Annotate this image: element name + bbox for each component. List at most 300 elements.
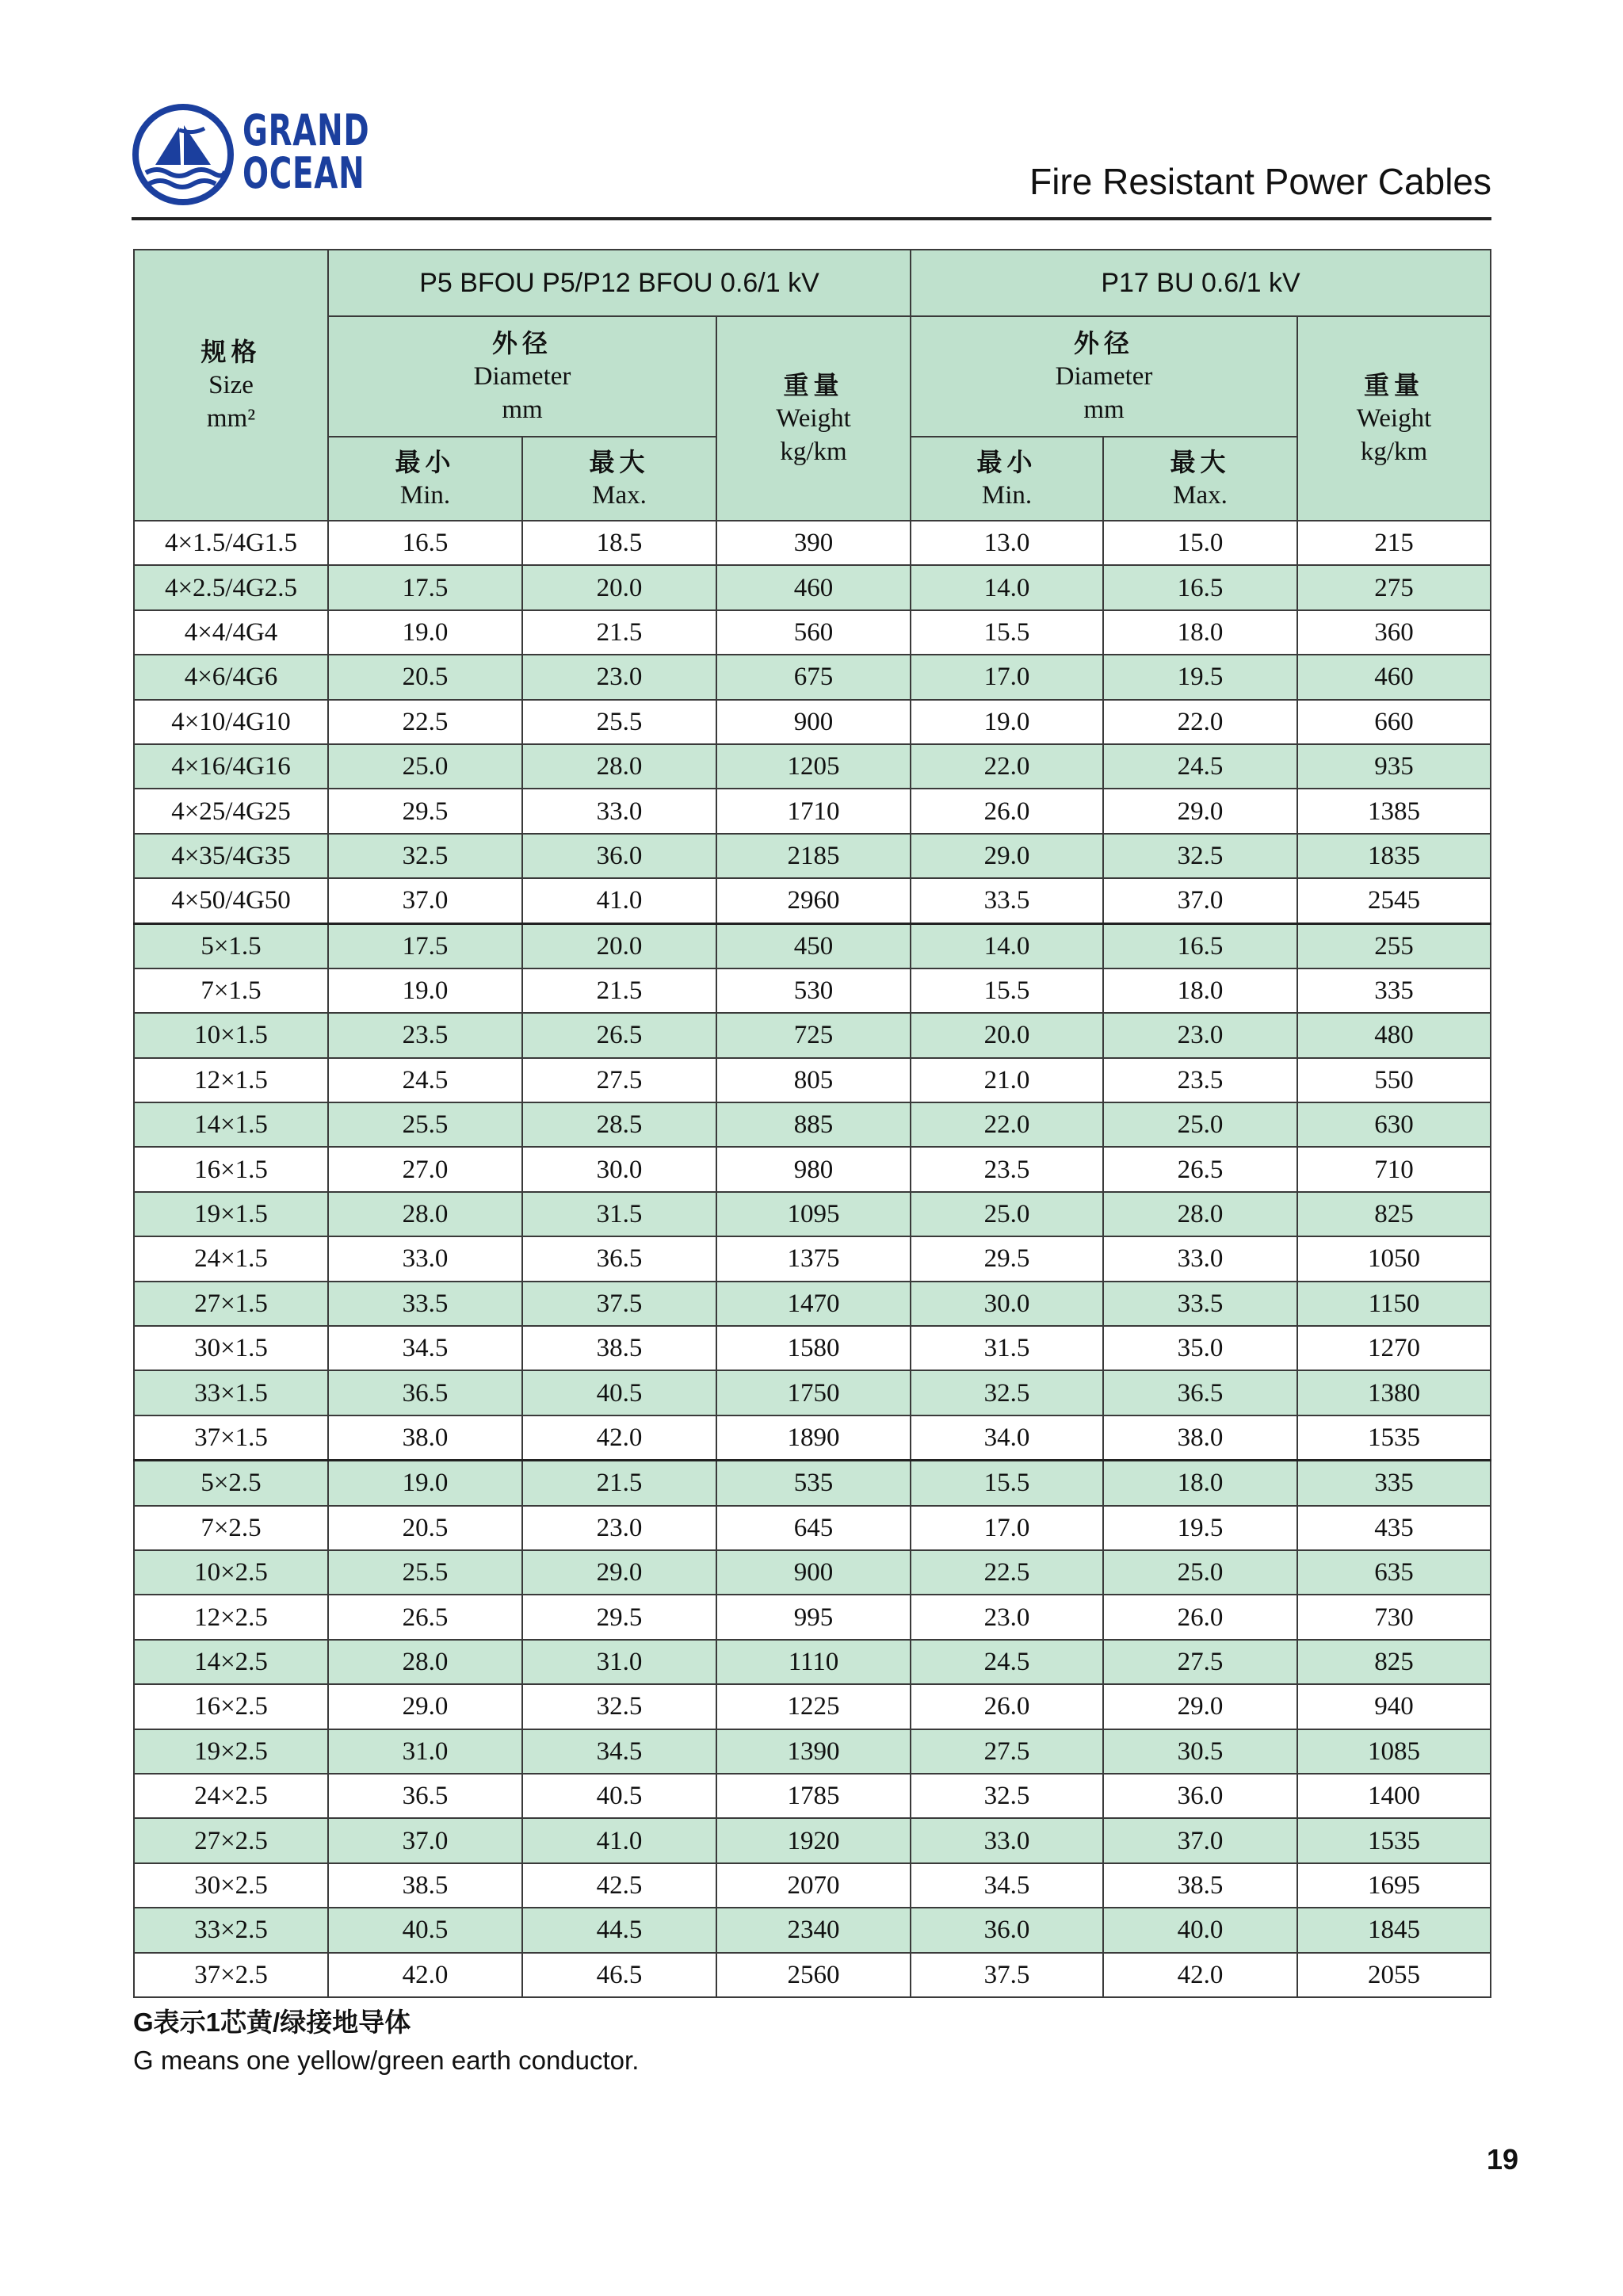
cell-p17-min: 14.0 xyxy=(911,923,1103,968)
diameter-header-en: Diameter xyxy=(473,362,571,391)
cell-p5-max: 25.5 xyxy=(522,700,716,744)
cell-p5-min: 37.0 xyxy=(328,1818,522,1862)
cell-p5-max: 18.5 xyxy=(522,521,716,565)
table-row xyxy=(134,1147,1491,1191)
table-row xyxy=(134,1818,1491,1862)
cell-p17-max: 35.0 xyxy=(1103,1326,1297,1370)
cell-p17-max: 38.0 xyxy=(1103,1415,1297,1461)
max-header-cn: 最大 xyxy=(589,447,650,477)
weight-header-en: Weight xyxy=(776,404,851,433)
cell-size: 4×10/4G10 xyxy=(134,700,328,744)
cell-size: 33×1.5 xyxy=(134,1370,328,1415)
cell-p17-weight: 1150 xyxy=(1297,1282,1491,1326)
page-title: Fire Resistant Power Cables xyxy=(1029,161,1491,202)
cell-size: 16×2.5 xyxy=(134,1684,328,1729)
cell-p5-min: 33.5 xyxy=(328,1282,522,1326)
cell-size: 10×2.5 xyxy=(134,1550,328,1595)
cell-p5-max: 33.0 xyxy=(522,789,716,833)
cell-p5-min: 38.0 xyxy=(328,1415,522,1461)
cell-size: 5×2.5 xyxy=(134,1461,328,1506)
table-row xyxy=(134,1506,1491,1550)
cell-p17-min: 19.0 xyxy=(911,700,1103,744)
cell-p17-max: 26.0 xyxy=(1103,1595,1297,1639)
cell-p5-weight: 900 xyxy=(716,1550,911,1595)
cell-p5-weight: 2560 xyxy=(716,1953,911,1997)
brand-line-1: GRAND xyxy=(242,105,370,155)
cell-p17-max: 18.0 xyxy=(1103,968,1297,1013)
footnotes xyxy=(133,2004,639,2080)
table-body xyxy=(134,521,1491,1997)
cell-p17-max: 16.5 xyxy=(1103,565,1297,609)
footnote-en: G means one yellow/green earth conductor. xyxy=(133,2046,640,2075)
cell-p5-weight: 645 xyxy=(716,1506,911,1550)
weight-header-cn: 重量 xyxy=(1364,370,1425,400)
cell-p5-min: 17.5 xyxy=(328,923,522,968)
cell-size: 37×2.5 xyxy=(134,1953,328,1997)
group-header-p5: P5 BFOU P5/P12 BFOU 0.6/1 kV xyxy=(328,250,911,316)
table-row xyxy=(134,1863,1491,1908)
cell-p5-min: 24.5 xyxy=(328,1058,522,1102)
cell-p17-max: 38.5 xyxy=(1103,1863,1297,1908)
cell-p17-max: 37.0 xyxy=(1103,1818,1297,1862)
cell-size: 19×2.5 xyxy=(134,1729,328,1774)
cell-p5-max: 27.5 xyxy=(522,1058,716,1102)
cell-p5-max: 28.5 xyxy=(522,1102,716,1147)
table-row xyxy=(134,1729,1491,1774)
cell-size: 14×2.5 xyxy=(134,1640,328,1684)
cell-size: 10×1.5 xyxy=(134,1013,328,1057)
weight-header-cn: 重量 xyxy=(783,370,844,400)
cell-p17-max: 33.0 xyxy=(1103,1236,1297,1281)
table-row xyxy=(134,1236,1491,1281)
cell-size: 14×1.5 xyxy=(134,1102,328,1147)
cell-p17-min: 14.0 xyxy=(911,565,1103,609)
cell-p5-max: 26.5 xyxy=(522,1013,716,1057)
cell-p17-min: 32.5 xyxy=(911,1774,1103,1818)
cell-size: 4×35/4G35 xyxy=(134,834,328,878)
cell-p17-weight: 935 xyxy=(1297,744,1491,789)
cell-p5-max: 36.0 xyxy=(522,834,716,878)
size-header-cn: 规格 xyxy=(200,337,262,367)
max-header-p17 xyxy=(1103,437,1297,521)
cell-size: 30×1.5 xyxy=(134,1326,328,1370)
table-row xyxy=(134,968,1491,1013)
cell-p5-max: 41.0 xyxy=(522,1818,716,1862)
cell-size: 4×1.5/4G1.5 xyxy=(134,521,328,565)
cell-p17-max: 23.5 xyxy=(1103,1058,1297,1102)
cell-size: 4×4/4G4 xyxy=(134,610,328,655)
cell-p5-weight: 1750 xyxy=(716,1370,911,1415)
cell-size: 4×50/4G50 xyxy=(134,878,328,923)
cell-p5-weight: 1110 xyxy=(716,1640,911,1684)
cell-p17-weight: 1380 xyxy=(1297,1370,1491,1415)
cell-size: 4×2.5/4G2.5 xyxy=(134,565,328,609)
cell-p5-weight: 675 xyxy=(716,655,911,699)
cell-p17-weight: 710 xyxy=(1297,1147,1491,1191)
cell-size: 5×1.5 xyxy=(134,923,328,968)
cell-p17-min: 31.5 xyxy=(911,1326,1103,1370)
min-header-en: Min. xyxy=(981,481,1033,510)
diameter-header-unit: mm xyxy=(502,395,543,424)
cell-p17-min: 36.0 xyxy=(911,1908,1103,1952)
diameter-header-p5 xyxy=(328,316,716,437)
table-row xyxy=(134,700,1491,744)
cell-p17-max: 19.5 xyxy=(1103,655,1297,699)
cell-p17-weight: 275 xyxy=(1297,565,1491,609)
cell-p5-weight: 805 xyxy=(716,1058,911,1102)
cell-p17-min: 15.5 xyxy=(911,968,1103,1013)
cell-p17-max: 28.0 xyxy=(1103,1192,1297,1236)
cell-p5-max: 28.0 xyxy=(522,744,716,789)
weight-header-p5 xyxy=(716,316,911,521)
cell-p5-weight: 535 xyxy=(716,1461,911,1506)
cell-p17-min: 17.0 xyxy=(911,655,1103,699)
cell-p17-weight: 255 xyxy=(1297,923,1491,968)
cell-p5-weight: 390 xyxy=(716,521,911,565)
cell-size: 37×1.5 xyxy=(134,1415,328,1461)
table-row xyxy=(134,1550,1491,1595)
weight-header-unit: kg/km xyxy=(1360,437,1428,466)
cell-p5-max: 29.5 xyxy=(522,1595,716,1639)
cell-p5-max: 21.5 xyxy=(522,1461,716,1506)
cell-p17-min: 37.5 xyxy=(911,1953,1103,1997)
cell-p17-weight: 2055 xyxy=(1297,1953,1491,1997)
cell-p17-max: 33.5 xyxy=(1103,1282,1297,1326)
cell-p17-min: 29.5 xyxy=(911,1236,1103,1281)
table-row xyxy=(134,1774,1491,1818)
cell-p17-min: 24.5 xyxy=(911,1640,1103,1684)
cell-p17-max: 36.0 xyxy=(1103,1774,1297,1818)
table-row xyxy=(134,1908,1491,1952)
cell-p17-weight: 360 xyxy=(1297,610,1491,655)
cell-size: 30×2.5 xyxy=(134,1863,328,1908)
cell-p5-weight: 1785 xyxy=(716,1774,911,1818)
cell-p5-min: 42.0 xyxy=(328,1953,522,1997)
table-row xyxy=(134,1192,1491,1236)
cell-p5-min: 29.5 xyxy=(328,789,522,833)
table-row xyxy=(134,1282,1491,1326)
cell-p5-min: 20.5 xyxy=(328,655,522,699)
cell-p5-min: 27.0 xyxy=(328,1147,522,1191)
cell-p17-weight: 1385 xyxy=(1297,789,1491,833)
cell-p17-min: 26.0 xyxy=(911,789,1103,833)
cell-p17-weight: 825 xyxy=(1297,1640,1491,1684)
cell-p5-max: 23.0 xyxy=(522,655,716,699)
table-row xyxy=(134,521,1491,565)
max-header-en: Max. xyxy=(592,481,647,510)
table-row xyxy=(134,1058,1491,1102)
cell-p5-max: 31.0 xyxy=(522,1640,716,1684)
cell-p5-weight: 980 xyxy=(716,1147,911,1191)
cell-p5-weight: 530 xyxy=(716,968,911,1013)
diameter-header-en: Diameter xyxy=(1055,362,1153,391)
cell-p5-max: 30.0 xyxy=(522,1147,716,1191)
cell-size: 4×25/4G25 xyxy=(134,789,328,833)
cell-p5-weight: 560 xyxy=(716,610,911,655)
brand-name xyxy=(242,105,370,198)
cell-p5-max: 36.5 xyxy=(522,1236,716,1281)
cell-p5-max: 37.5 xyxy=(522,1282,716,1326)
cell-p17-max: 32.5 xyxy=(1103,834,1297,878)
min-header-p5 xyxy=(328,437,522,521)
cell-p5-min: 25.5 xyxy=(328,1550,522,1595)
cell-p5-weight: 1205 xyxy=(716,744,911,789)
cell-p5-min: 28.0 xyxy=(328,1640,522,1684)
cell-p17-max: 25.0 xyxy=(1103,1550,1297,1595)
cell-p17-max: 27.5 xyxy=(1103,1640,1297,1684)
cell-p17-weight: 1695 xyxy=(1297,1863,1491,1908)
cell-size: 24×2.5 xyxy=(134,1774,328,1818)
cell-p17-min: 15.5 xyxy=(911,1461,1103,1506)
cell-p17-weight: 480 xyxy=(1297,1013,1491,1057)
cell-p5-max: 31.5 xyxy=(522,1192,716,1236)
table-row xyxy=(134,1640,1491,1684)
cell-p5-weight: 2960 xyxy=(716,878,911,923)
cell-size: 16×1.5 xyxy=(134,1147,328,1191)
cell-p17-weight: 335 xyxy=(1297,968,1491,1013)
cell-p17-max: 18.0 xyxy=(1103,610,1297,655)
cell-size: 7×2.5 xyxy=(134,1506,328,1550)
cell-p5-min: 32.5 xyxy=(328,834,522,878)
cell-p5-weight: 900 xyxy=(716,700,911,744)
table-row xyxy=(134,789,1491,833)
cell-p5-min: 23.5 xyxy=(328,1013,522,1057)
cell-p17-max: 15.0 xyxy=(1103,521,1297,565)
cell-p5-min: 16.5 xyxy=(328,521,522,565)
cell-p17-weight: 635 xyxy=(1297,1550,1491,1595)
cell-p5-max: 34.5 xyxy=(522,1729,716,1774)
size-header-unit: mm² xyxy=(206,404,256,433)
cell-p17-weight: 1535 xyxy=(1297,1818,1491,1862)
cell-size: 33×2.5 xyxy=(134,1908,328,1952)
cell-p5-max: 40.5 xyxy=(522,1774,716,1818)
cell-p5-min: 31.0 xyxy=(328,1729,522,1774)
cell-p5-min: 37.0 xyxy=(328,878,522,923)
cell-p17-weight: 1270 xyxy=(1297,1326,1491,1370)
cell-p17-max: 24.5 xyxy=(1103,744,1297,789)
cell-size: 12×2.5 xyxy=(134,1595,328,1639)
cell-p17-min: 26.0 xyxy=(911,1684,1103,1729)
min-header-p17 xyxy=(911,437,1103,521)
cell-p17-min: 21.0 xyxy=(911,1058,1103,1102)
min-header-en: Min. xyxy=(399,481,451,510)
cell-p17-max: 40.0 xyxy=(1103,1908,1297,1952)
table-row xyxy=(134,1370,1491,1415)
min-header-cn: 最小 xyxy=(395,447,456,477)
cell-p17-weight: 335 xyxy=(1297,1461,1491,1506)
cell-p5-min: 29.0 xyxy=(328,1684,522,1729)
diameter-header-cn: 外径 xyxy=(491,328,552,358)
cell-p17-min: 22.0 xyxy=(911,744,1103,789)
cell-p5-weight: 1710 xyxy=(716,789,911,833)
cell-p17-weight: 550 xyxy=(1297,1058,1491,1102)
cell-p17-weight: 1835 xyxy=(1297,834,1491,878)
cell-p5-min: 19.0 xyxy=(328,1461,522,1506)
cell-p17-min: 34.0 xyxy=(911,1415,1103,1461)
cell-p5-min: 19.0 xyxy=(328,968,522,1013)
cell-p17-max: 25.0 xyxy=(1103,1102,1297,1147)
grand-ocean-logo-icon xyxy=(132,103,235,206)
cell-p5-weight: 1095 xyxy=(716,1192,911,1236)
cell-p5-weight: 1390 xyxy=(716,1729,911,1774)
cell-p5-max: 41.0 xyxy=(522,878,716,923)
cell-p17-min: 30.0 xyxy=(911,1282,1103,1326)
brand-line-2: OCEAN xyxy=(242,148,365,198)
table-row xyxy=(134,1326,1491,1370)
cell-p5-weight: 1890 xyxy=(716,1415,911,1461)
cell-p5-max: 42.5 xyxy=(522,1863,716,1908)
group-header-p17: P17 BU 0.6/1 kV xyxy=(911,250,1491,316)
table-row xyxy=(134,1684,1491,1729)
cell-p17-max: 42.0 xyxy=(1103,1953,1297,1997)
cell-p17-weight: 660 xyxy=(1297,700,1491,744)
min-header-cn: 最小 xyxy=(976,447,1037,477)
table-row xyxy=(134,655,1491,699)
table-row xyxy=(134,1461,1491,1506)
cell-p5-max: 44.5 xyxy=(522,1908,716,1952)
weight-header-p17 xyxy=(1297,316,1491,521)
diameter-header-cn: 外径 xyxy=(1074,328,1135,358)
cell-p17-weight: 1400 xyxy=(1297,1774,1491,1818)
cell-size: 27×1.5 xyxy=(134,1282,328,1326)
cell-p17-min: 17.0 xyxy=(911,1506,1103,1550)
cell-p17-min: 29.0 xyxy=(911,834,1103,878)
cell-p17-max: 30.5 xyxy=(1103,1729,1297,1774)
cell-p17-max: 26.5 xyxy=(1103,1147,1297,1191)
table-row xyxy=(134,878,1491,923)
table-row xyxy=(134,923,1491,968)
page-number: 19 xyxy=(1487,2143,1519,2176)
cell-p5-max: 20.0 xyxy=(522,923,716,968)
cell-p17-weight: 940 xyxy=(1297,1684,1491,1729)
cell-p5-weight: 885 xyxy=(716,1102,911,1147)
cell-p5-max: 21.5 xyxy=(522,968,716,1013)
cell-p5-max: 20.0 xyxy=(522,565,716,609)
cell-p5-max: 32.5 xyxy=(522,1684,716,1729)
cell-p17-weight: 2545 xyxy=(1297,878,1491,923)
cell-p17-weight: 1845 xyxy=(1297,1908,1491,1952)
cell-p5-min: 33.0 xyxy=(328,1236,522,1281)
cell-p5-weight: 1470 xyxy=(716,1282,911,1326)
cell-p5-weight: 1920 xyxy=(716,1818,911,1862)
size-header xyxy=(134,250,328,521)
cell-p17-max: 16.5 xyxy=(1103,923,1297,968)
cell-p5-min: 26.5 xyxy=(328,1595,522,1639)
cell-p17-min: 23.0 xyxy=(911,1595,1103,1639)
cell-p5-min: 34.5 xyxy=(328,1326,522,1370)
cell-p17-max: 37.0 xyxy=(1103,878,1297,923)
cell-p17-max: 29.0 xyxy=(1103,1684,1297,1729)
cell-p17-max: 18.0 xyxy=(1103,1461,1297,1506)
max-header-cn: 最大 xyxy=(1170,447,1231,477)
table-row xyxy=(134,1415,1491,1461)
weight-header-unit: kg/km xyxy=(780,437,847,466)
cell-size: 27×2.5 xyxy=(134,1818,328,1862)
cell-p17-min: 22.5 xyxy=(911,1550,1103,1595)
cell-p5-min: 19.0 xyxy=(328,610,522,655)
cell-size: 12×1.5 xyxy=(134,1058,328,1102)
cell-p5-min: 36.5 xyxy=(328,1370,522,1415)
cell-p17-min: 15.5 xyxy=(911,610,1103,655)
cell-p17-min: 22.0 xyxy=(911,1102,1103,1147)
cell-p17-weight: 215 xyxy=(1297,521,1491,565)
cell-p5-max: 40.5 xyxy=(522,1370,716,1415)
cell-p17-weight: 1050 xyxy=(1297,1236,1491,1281)
cell-p17-max: 23.0 xyxy=(1103,1013,1297,1057)
weight-header-en: Weight xyxy=(1356,404,1432,433)
cell-p5-max: 38.5 xyxy=(522,1326,716,1370)
cell-size: 4×16/4G16 xyxy=(134,744,328,789)
diameter-header-unit: mm xyxy=(1083,395,1125,424)
cell-p5-max: 21.5 xyxy=(522,610,716,655)
max-header-en: Max. xyxy=(1173,481,1228,510)
cell-p17-min: 13.0 xyxy=(911,521,1103,565)
cell-p17-min: 33.0 xyxy=(911,1818,1103,1862)
table-row xyxy=(134,565,1491,609)
table-row xyxy=(134,744,1491,789)
cell-p5-weight: 2185 xyxy=(716,834,911,878)
table-row xyxy=(134,834,1491,878)
cell-p17-weight: 730 xyxy=(1297,1595,1491,1639)
max-header-p5 xyxy=(522,437,716,521)
cell-p17-min: 33.5 xyxy=(911,878,1103,923)
cell-p5-weight: 1225 xyxy=(716,1684,911,1729)
cell-p5-min: 25.0 xyxy=(328,744,522,789)
cell-p5-weight: 725 xyxy=(716,1013,911,1057)
cell-p17-max: 29.0 xyxy=(1103,789,1297,833)
cell-p17-min: 32.5 xyxy=(911,1370,1103,1415)
cell-p5-weight: 1375 xyxy=(716,1236,911,1281)
footnote-cn: G表示1芯黄/绿接地导体 xyxy=(133,2008,411,2037)
cell-p5-weight: 2070 xyxy=(716,1863,911,1908)
cell-p5-weight: 450 xyxy=(716,923,911,968)
cell-p17-weight: 1535 xyxy=(1297,1415,1491,1461)
cell-p17-max: 36.5 xyxy=(1103,1370,1297,1415)
size-header-en: Size xyxy=(208,371,254,399)
cell-p17-weight: 460 xyxy=(1297,655,1491,699)
cell-p5-weight: 995 xyxy=(716,1595,911,1639)
table-row xyxy=(134,1102,1491,1147)
cell-p5-min: 36.5 xyxy=(328,1774,522,1818)
cell-p5-min: 17.5 xyxy=(328,565,522,609)
cell-p5-max: 42.0 xyxy=(522,1415,716,1461)
cell-size: 19×1.5 xyxy=(134,1192,328,1236)
table-row xyxy=(134,1953,1491,1997)
cell-p17-weight: 825 xyxy=(1297,1192,1491,1236)
table-row xyxy=(134,1595,1491,1639)
cell-p17-weight: 1085 xyxy=(1297,1729,1491,1774)
cell-p5-max: 29.0 xyxy=(522,1550,716,1595)
cell-p5-weight: 2340 xyxy=(716,1908,911,1952)
cell-p17-min: 25.0 xyxy=(911,1192,1103,1236)
cell-p5-weight: 1580 xyxy=(716,1326,911,1370)
cell-p5-min: 40.5 xyxy=(328,1908,522,1952)
table-row xyxy=(134,1013,1491,1057)
cell-p17-min: 27.5 xyxy=(911,1729,1103,1774)
cable-spec-table xyxy=(133,249,1491,1998)
cell-p5-min: 20.5 xyxy=(328,1506,522,1550)
page-header xyxy=(132,95,1491,222)
cell-p17-max: 22.0 xyxy=(1103,700,1297,744)
cell-size: 24×1.5 xyxy=(134,1236,328,1281)
cell-p5-weight: 460 xyxy=(716,565,911,609)
cell-p5-min: 22.5 xyxy=(328,700,522,744)
cell-p5-min: 38.5 xyxy=(328,1863,522,1908)
cell-p5-max: 23.0 xyxy=(522,1506,716,1550)
cell-p5-min: 25.5 xyxy=(328,1102,522,1147)
cell-size: 4×6/4G6 xyxy=(134,655,328,699)
header-rule xyxy=(132,217,1491,220)
